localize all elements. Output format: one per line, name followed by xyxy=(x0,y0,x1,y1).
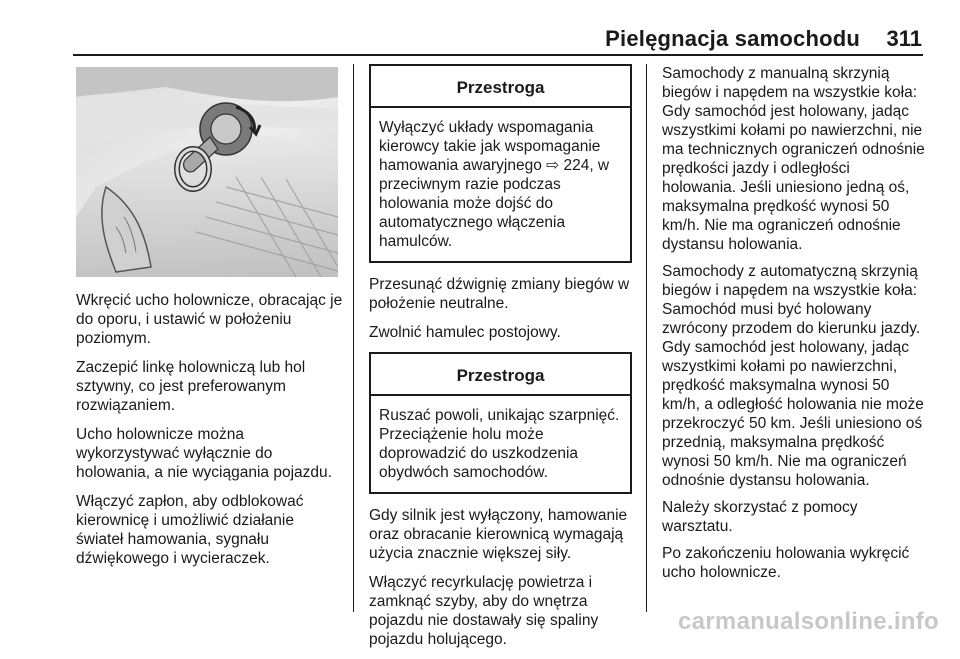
column3-paragraph-4: Po zakończeniu holowania wykręcić ucho holownicze. xyxy=(662,545,910,581)
column3-paragraph-2: Samochody z automatyczną skrzynią biegów i napędem na wszystkie koła: Samochód musi być holowany zwrócony przodem do kierunku jazdy. Gdy samochód jest holowany, jadąc wszystkimi kołami po nawierzchni, prędkość maksymalna wynosi 50 km/h, a odległość holowania nie może przekroczyć 50 km. Jeśli uniesiono oś przednią, maksymalna prędkość wynosi 50 km/h. Nie ma ograniczeń odnośnie dystansu holowania. xyxy=(662,263,924,489)
warning-box-1 xyxy=(369,64,632,263)
column1-paragraph-3: Ucho holownicze można wykorzystywać wyłącznie do holowania, a nie wyciągania pojazdu. xyxy=(76,426,332,481)
column1-paragraph-4: Włączyć zapłon, aby odblokować kierownicę i umożliwić działanie świateł hamowania, sygnału dźwiękowego i wycieraczek. xyxy=(76,493,304,567)
warning-text xyxy=(371,108,630,261)
column2-paragraph-1: Przesunąć dźwignię zmiany biegów w położenie neutralne. xyxy=(369,276,630,312)
page-title: Pielęgnacja samochodu xyxy=(605,26,860,51)
column-divider-1 xyxy=(353,64,354,612)
column-divider-2 xyxy=(646,64,647,612)
page-number: 311 xyxy=(886,26,922,51)
column1-paragraph-2: Zaczepić linkę holowniczą lub hol sztywny, co jest preferowanym rozwiązaniem. xyxy=(76,359,306,414)
towing-eye-drawing xyxy=(76,67,338,277)
column2-paragraph-3: Gdy silnik jest wyłączony, hamowanie oraz obracanie kierownicą wymagają użycia znacznie większej siły. xyxy=(369,507,628,562)
column3-paragraph-1: Samochody z manualną skrzynią biegów i napędem na wszystkie koła: Gdy samochód jest holowany, jadąc wszystkimi kołami po nawierzchni, nie ma technicznych ograniczeń odnośnie prędkości jazdy i odległości holowania. Jeśli uniesiono jedną oś, maksymalna prędkość wynosi 50 km/h. Nie ma ograniczeń odnośnie dystansu holowania. xyxy=(662,65,925,253)
watermark: carmanualsonline.info xyxy=(678,608,940,635)
warning-title: Przestroga xyxy=(371,354,630,396)
warning-text-before: Wyłączyć układy wspomagania kierowcy takie jak wspomaganie hamowania awaryjnego xyxy=(379,119,601,174)
warning-text-after: 224, w przeciwnym razie podczas holowania może dojść do automatycznego włączenia hamulców. xyxy=(379,157,610,250)
column-3 xyxy=(662,64,928,590)
page-reference-arrow-icon: ⇨ xyxy=(546,157,560,174)
warning-title: Przestroga xyxy=(371,66,630,108)
column2-paragraph-4: Włączyć recyrkulację powietrza i zamknąć szyby, aby do wnętrza pojazdu nie dostawały się spaliny pojazdu holującego. xyxy=(369,574,599,648)
column3-paragraph-3: Należy skorzystać z pomocy warsztatu. xyxy=(662,499,858,535)
towing-eye-illustration xyxy=(76,67,338,277)
page-header xyxy=(0,0,960,56)
warning-box-2 xyxy=(369,352,632,494)
warning-text: Ruszać powoli, unikając szarpnięć. Przeciążenie holu może doprowadzić do uszkodzenia obydwóch samochodów. xyxy=(379,407,620,481)
column2-paragraph-2: Zwolnić hamulec postojowy. xyxy=(369,324,561,341)
column-2 xyxy=(369,64,632,659)
header-divider xyxy=(73,54,923,56)
column1-paragraph-1: Wkręcić ucho holownicze, obracając je do oporu, i ustawić w położeniu poziomym. xyxy=(76,292,343,347)
column-1 xyxy=(76,64,344,578)
